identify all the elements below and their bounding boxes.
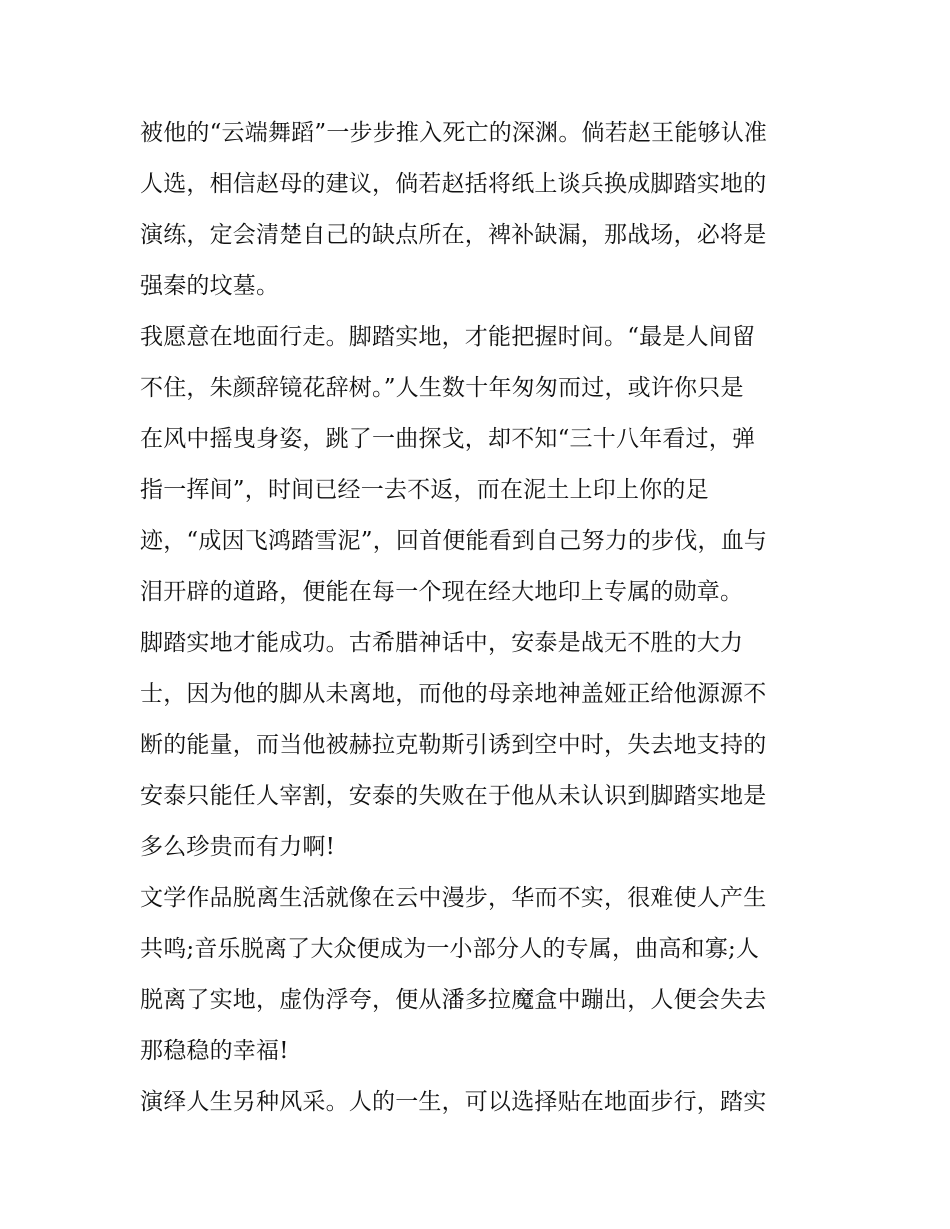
text-line: 脱离了实地，虚伪浮夸，便从潘多拉魔盒中蹦出，人便会失去 xyxy=(140,987,767,1013)
text-line: 迹，“成因飞鸿踏雪泥”，回首便能看到自己努力的步伐，血与 xyxy=(140,528,768,554)
text-line: 演练，定会清楚自己的缺点所在，裨补缺漏，那战场，必将是 xyxy=(140,222,767,248)
text-line: 强秦的坟墓。 xyxy=(140,273,280,299)
text-line: 在风中摇曳身姿，跳了一曲探戈，却不知“三十八年看过，弹 xyxy=(140,426,756,452)
text-line: 被他的“云端舞蹈”一步步推入死亡的深渊。倘若赵王能够认准 xyxy=(140,120,768,146)
text-line: 人选，相信赵母的建议，倘若赵括将纸上谈兵换成脚踏实地的 xyxy=(140,171,767,197)
text-line: 泪开辟的道路，便能在每一个现在经大地印上专属的勋章。 xyxy=(140,579,744,605)
text-line: 不住，朱颜辞镜花辞树。”人生数十年匆匆而过，或许你只是 xyxy=(140,375,744,401)
text-line: 共鸣;音乐脱离了大众便成为一小部分人的专属，曲高和寡;人 xyxy=(140,936,760,962)
text-line: 断的能量，而当他被赫拉克勒斯引诱到空中时，失去地支持的 xyxy=(140,732,767,758)
text-line: 脚踏实地才能成功。古希腊神话中，安泰是战无不胜的大力 xyxy=(140,630,744,656)
text-line: 安泰只能任人宰割，安泰的失败在于他从未认识到脚踏实地是 xyxy=(140,783,767,809)
text-line: 那稳稳的幸福! xyxy=(140,1038,289,1064)
text-line: 多么珍贵而有力啊! xyxy=(140,834,336,860)
text-line: 我愿意在地面行走。脚踏实地，才能把握时间。“最是人间留 xyxy=(140,324,756,350)
text-line: 指一挥间”，时间已经一去不返，而在泥土上印上你的足 xyxy=(140,477,709,503)
text-line: 文学作品脱离生活就像在云中漫步，华而不实，很难使人产生 xyxy=(140,885,767,911)
text-line: 士，因为他的脚从未离地，而他的母亲地神盖娅正给他源源不 xyxy=(140,681,767,707)
text-line: 演绎人生另种风采。人的一生，可以选择贴在地面步行，踏实 xyxy=(140,1089,767,1115)
essay-body xyxy=(140,108,820,1128)
